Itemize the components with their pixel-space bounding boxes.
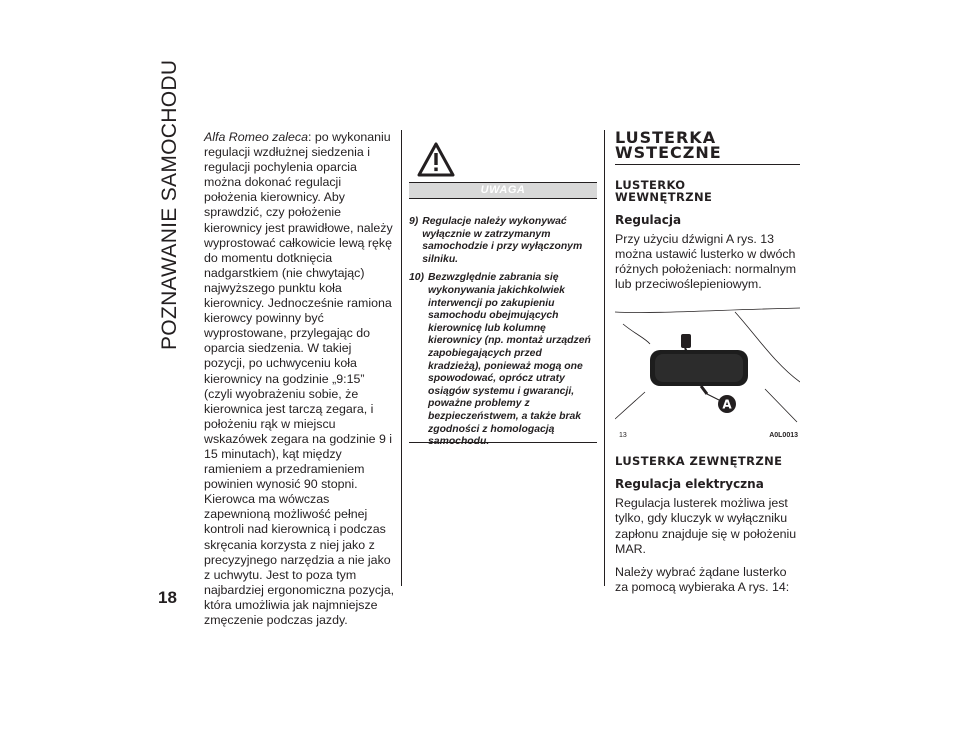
electric-adjustment-heading: Regulacja elektryczna <box>615 477 764 492</box>
adjustment-paragraph: Przy użyciu dźwigni A rys. 13 można ustawić lusterko w dwóch różnych położeniach: normalnym lub przeciwoślepieniowym. <box>615 232 797 292</box>
electric-adjustment-paragraph: Regulacja lusterek możliwa jest tylko, gdy kluczyk w wyłączniku zapłonu znajduje się w położeniu MAR. <box>615 496 797 556</box>
heading-rule <box>615 164 800 165</box>
warning-list <box>409 216 597 455</box>
section-heading: LUSTERKA WSTECZNE <box>615 128 722 162</box>
figure-marker-label: A <box>722 397 732 412</box>
warning-triangle-icon <box>417 142 455 178</box>
advice-text: : po wykonaniu regulacji wzdłużnej siedzenia i regulacji pochylenia oparcia można dokonać regulacji położenia kierownicy. Aby sprawdzić, czy położenie kierownicy jest prawidłowe, należy wyprostować całkowicie lewą rękę do momentu dotknięcia nadgarstkiem (nie chwytając) najwyższego punktu koła kierownicy. Jednocześnie ramiona kierowcy powinny być wyprostowane, przylegając do oparcia siedzenia. W takiej pozycji, po uchwyceniu koła kierownicy na godzinie „9:15” (czyli wyobrażeniu sobie, że kierownica jest tarczą zegara, i położeniu rąk w miejscu wskazówek zegara na godzinie 9 i 15 minutach), kąt między ramieniem a przedramieniem powinien wynosić 90 stopni. Kierowca ma wówczas zapewnioną możliwość pełnej kontroli nad kierownicą i podczas skręcania korzysta z niej jako z precyzyjnego narzędzia a nie jako z uchwytu. Jest to poza tym najbardziej ergonomiczna pozycja, która umożliwia jak najmniejsze zmęczenie podczas jazdy. <box>204 130 395 627</box>
figure-number: 13 <box>619 432 627 440</box>
mirror-figure <box>615 304 800 439</box>
warning-item-text: Bezwzględnie zabrania się wykonywania jakichkolwiek interwencji po zakupieniu samochodu obejmujących kierownicę lub kolumnę kierownicy (np. montaż urządzeń zapobiegających przed kradzieżą), ponieważ mogą one spowodować, oprócz utraty osiągów systemu i gwarancji, poważne problemy z bezpieczeństwem, a także brak zgodności z homologacją <box>428 272 591 435</box>
figure-code: A0L0013 <box>769 432 798 440</box>
page-number: 18 <box>158 588 177 607</box>
brand-lead: Alfa Romeo zaleca <box>204 130 308 144</box>
interior-mirror-heading: LUSTERKO WEWNĘTRZNE <box>615 178 713 204</box>
rear-view-mirror-illustration <box>615 304 800 429</box>
selector-paragraph: Należy wybrać żądane lusterko za pomocą wybieraka A rys. 14: <box>615 564 790 594</box>
warning-item-text: Regulacje należy wykonywać wyłącznie w zatrzymanym samochodzie i przy wyłączonym silniku. <box>422 216 583 265</box>
warning-title: UWAGA <box>409 182 597 199</box>
column-divider-1 <box>401 130 402 586</box>
warning-bottom-rule <box>409 442 597 443</box>
steering-advice-paragraph <box>204 130 396 628</box>
column-divider-2 <box>604 130 605 586</box>
section-side-title: POZNAWANIE SAMOCHODU <box>158 59 181 350</box>
warning-item <box>409 216 597 266</box>
warning-item <box>409 272 597 448</box>
mirrors-section <box>615 130 800 603</box>
warning-item-number: 10) <box>409 272 425 284</box>
adjustment-heading: Regulacja <box>615 213 682 227</box>
exterior-mirrors-heading: LUSTERKA ZEWNĘTRZNE <box>615 454 783 469</box>
warning-item-number: 9) <box>409 216 419 227</box>
